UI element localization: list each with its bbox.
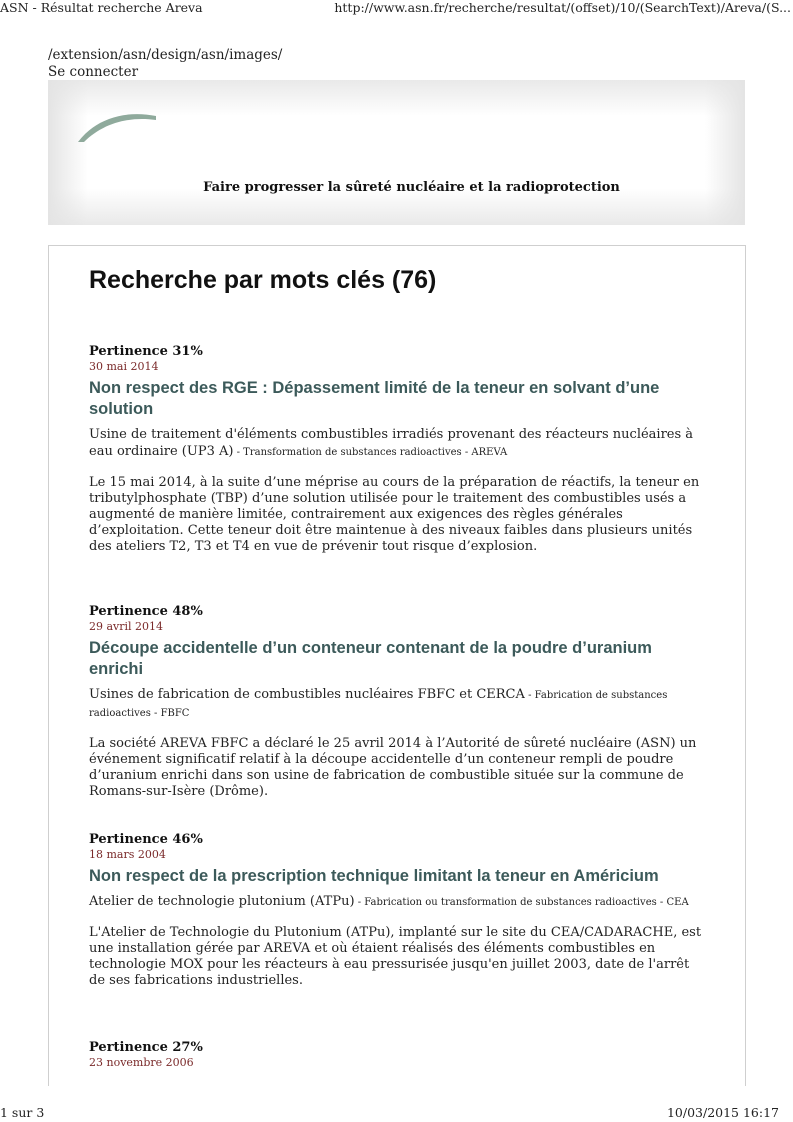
login-link[interactable]: Se connecter	[48, 64, 139, 80]
result-description: La société AREVA FBFC a déclaré le 25 avril 2014 à l’Autorité de sûreté nucléaire (ASN) un événement significatif relatif à la découpe accidentelle d’un conteneur rempli de poudre d’uranium enrichi dans son usine de fabrication de combustible située sur la commune de Romans-sur-Isère (Drôme).	[89, 736, 697, 799]
search-results-panel	[48, 245, 746, 1086]
result-pertinence: Pertinence 31%	[89, 344, 203, 359]
result-category: - Fabrication de substances radioactives - FBFC	[89, 690, 668, 719]
site-banner	[48, 80, 745, 225]
page-title: Recherche par mots clés (76)	[89, 266, 437, 294]
result-installation-name: Atelier de technologie plutonium (ATPu)	[89, 894, 355, 909]
result-item	[89, 344, 709, 555]
result-date: 30 mai 2014	[89, 360, 159, 373]
result-installation	[89, 686, 709, 722]
result-description: L'Atelier de Technologie du Plutonium (ATPu), implanté sur le site du CEA/CADARACHE, est une installation gérée par AREVA et où étaient réalisés des éléments combustibles en technologie MOX pour les réacteurs à eau pressurisée jusqu'en juillet 2003, date de l'arrêt de ses fabrications industrielles.	[89, 925, 702, 988]
result-pertinence: Pertinence 46%	[89, 832, 203, 847]
asn-logo-icon	[76, 108, 160, 144]
result-date: 23 novembre 2006	[89, 1056, 194, 1069]
result-installation	[89, 893, 709, 911]
print-header-title: ASN - Résultat recherche Areva	[0, 0, 203, 15]
result-installation-name: Usine de traitement d'éléments combustibles irradiés provenant des réacteurs nucléaires à eau ordinaire (UP3 A)	[89, 427, 694, 459]
print-header-url: http://www.asn.fr/recherche/resultat/(offset)/10/(SearchText)/Areva/(S...	[334, 0, 791, 15]
site-tagline: Faire progresser la sûreté nucléaire et la radioprotection	[203, 180, 620, 195]
result-pertinence: Pertinence 27%	[89, 1040, 203, 1055]
result-title-link[interactable]: Découpe accidentelle d’un conteneur contenant de la poudre d’uranium enrichi	[89, 639, 652, 678]
result-description: Le 15 mai 2014, à la suite d’une méprise au cours de la préparation de réactifs, la teneur en tributylphosphate (TBP) d’une solution utilisée pour le traitement des combustibles usés a augmenté de manière limitée, contrairement aux exigences des règles générales d’exploitation. Cette teneur doit être maintenue à des niveaux faibles dans plusieurs unités des ateliers T2, T3 et T4 en vue de prévenir tout risque d’explosion.	[89, 475, 700, 554]
print-footer-page: 1 sur 3	[0, 1105, 45, 1120]
result-category: - Fabrication ou transformation de substances radioactives - CEA	[354, 897, 689, 908]
result-installation	[89, 426, 709, 461]
result-installation-name: Usines de fabrication de combustibles nucléaires FBFC et CERCA	[89, 687, 525, 702]
result-item	[89, 604, 709, 800]
result-category: - Transformation de substances radioactives - AREVA	[233, 447, 508, 458]
result-date: 29 avril 2014	[89, 620, 164, 633]
print-footer-datetime: 10/03/2015 16:17	[666, 1105, 779, 1120]
result-pertinence: Pertinence 48%	[89, 604, 203, 619]
result-item	[89, 832, 709, 989]
image-path-text: /extension/asn/design/asn/images/	[48, 47, 283, 63]
result-item	[89, 1040, 709, 1070]
result-date: 18 mars 2004	[89, 848, 166, 861]
result-title-link[interactable]: Non respect de la prescription technique limitant la teneur en Américium	[89, 867, 659, 885]
result-title-link[interactable]: Non respect des RGE : Dépassement limité de la teneur en solvant d’une solution	[89, 379, 660, 418]
